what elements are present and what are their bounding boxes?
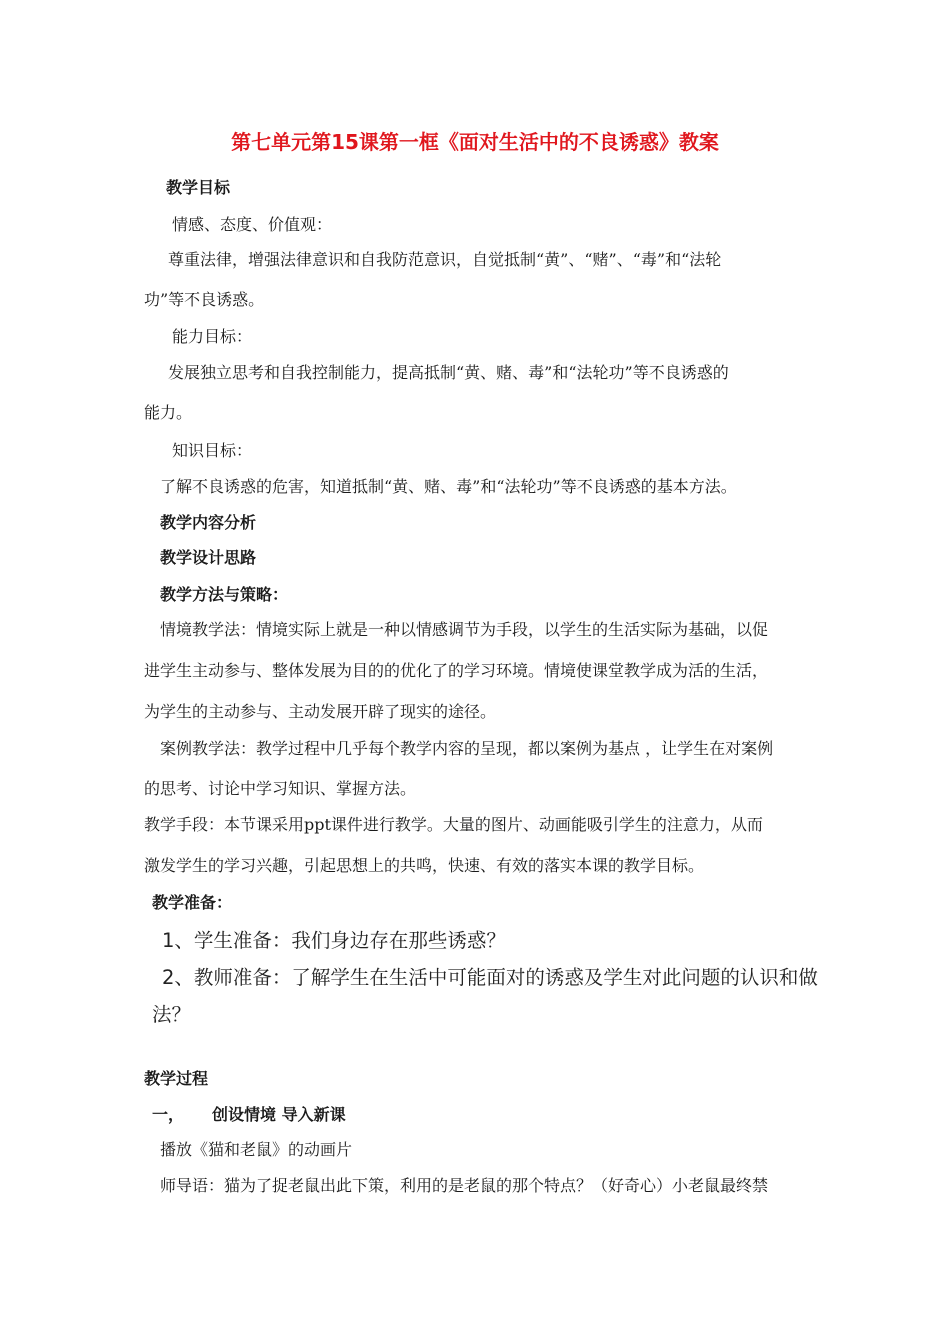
means-line2: 激发学生的学习兴趣，引起思想上的共鸣，快速、有效的落实本课的教学目标。 xyxy=(144,856,705,875)
means-line1: 教学手段：本节课采用ppt课件进行教学。大量的图片、动画能吸引学生的注意力，从而 xyxy=(144,815,763,834)
prep-teacher-line1: 2、教师准备：了解学生在生活中可能面对的诱惑及学生对此问题的认识和做 xyxy=(162,966,818,989)
ability-label: 能力目标： xyxy=(172,327,253,346)
prep-heading: 教学准备： xyxy=(152,893,233,912)
situation-line1: 情境教学法：情境实际上就是一种以情感调节为手段，以学生的生活实际为基础，以促 xyxy=(160,620,769,639)
goals-heading: 教学目标 xyxy=(166,178,231,197)
step1-title: 创设情境 导入新课 xyxy=(212,1105,346,1124)
process-heading: 教学过程 xyxy=(144,1069,209,1088)
content-analysis-heading: 教学内容分析 xyxy=(160,513,257,532)
design-heading: 教学设计思路 xyxy=(160,548,257,567)
case-line2: 的思考、讨论中学习知识、掌握方法。 xyxy=(144,779,417,798)
ability-text-line1: 发展独立思考和自我控制能力，提高抵制“黄、赌、毒”和“法轮功”等不良诱惑的 xyxy=(168,363,729,382)
situation-line2: 进学生主动参与、整体发展为目的的优化了的学习环境。情境使课堂教学成为活的生活， xyxy=(144,661,769,680)
knowledge-label: 知识目标： xyxy=(172,441,253,460)
prep-teacher-line2: 法？ xyxy=(152,1003,192,1026)
page-title: 第七单元第15课第一框《面对生活中的不良诱惑》教案 xyxy=(231,130,719,154)
method-heading: 教学方法与策略： xyxy=(160,585,289,604)
situation-line3: 为学生的主动参与、主动发展开辟了现实的途径。 xyxy=(144,702,497,721)
emotion-label: 情感、态度、价值观： xyxy=(172,215,333,234)
step1-number: 一， xyxy=(152,1105,185,1124)
emotion-text-line2: 功”等不良诱惑。 xyxy=(144,290,265,309)
case-line1: 案例教学法：教学过程中几乎每个教学内容的呈现，都以案例为基点 ，让学生在对案例 xyxy=(160,739,774,758)
ability-text-line2: 能力。 xyxy=(144,403,193,422)
knowledge-text: 了解不良诱惑的危害，知道抵制“黄、赌、毒”和“法轮功”等不良诱惑的基本方法。 xyxy=(160,477,737,496)
play-text: 播放《猫和老鼠》的动画片 xyxy=(160,1140,353,1159)
prep-student: 1、学生准备：我们身边存在那些诱惑？ xyxy=(162,929,506,952)
guide-text: 师导语：猫为了捉老鼠出此下策，利用的是老鼠的那个特点？（好奇心）小老鼠最终禁 xyxy=(160,1176,769,1195)
emotion-text-line1: 尊重法律，增强法律意识和自我防范意识，自觉抵制“黄”、“赌”、“毒”和“法轮 xyxy=(168,250,722,269)
